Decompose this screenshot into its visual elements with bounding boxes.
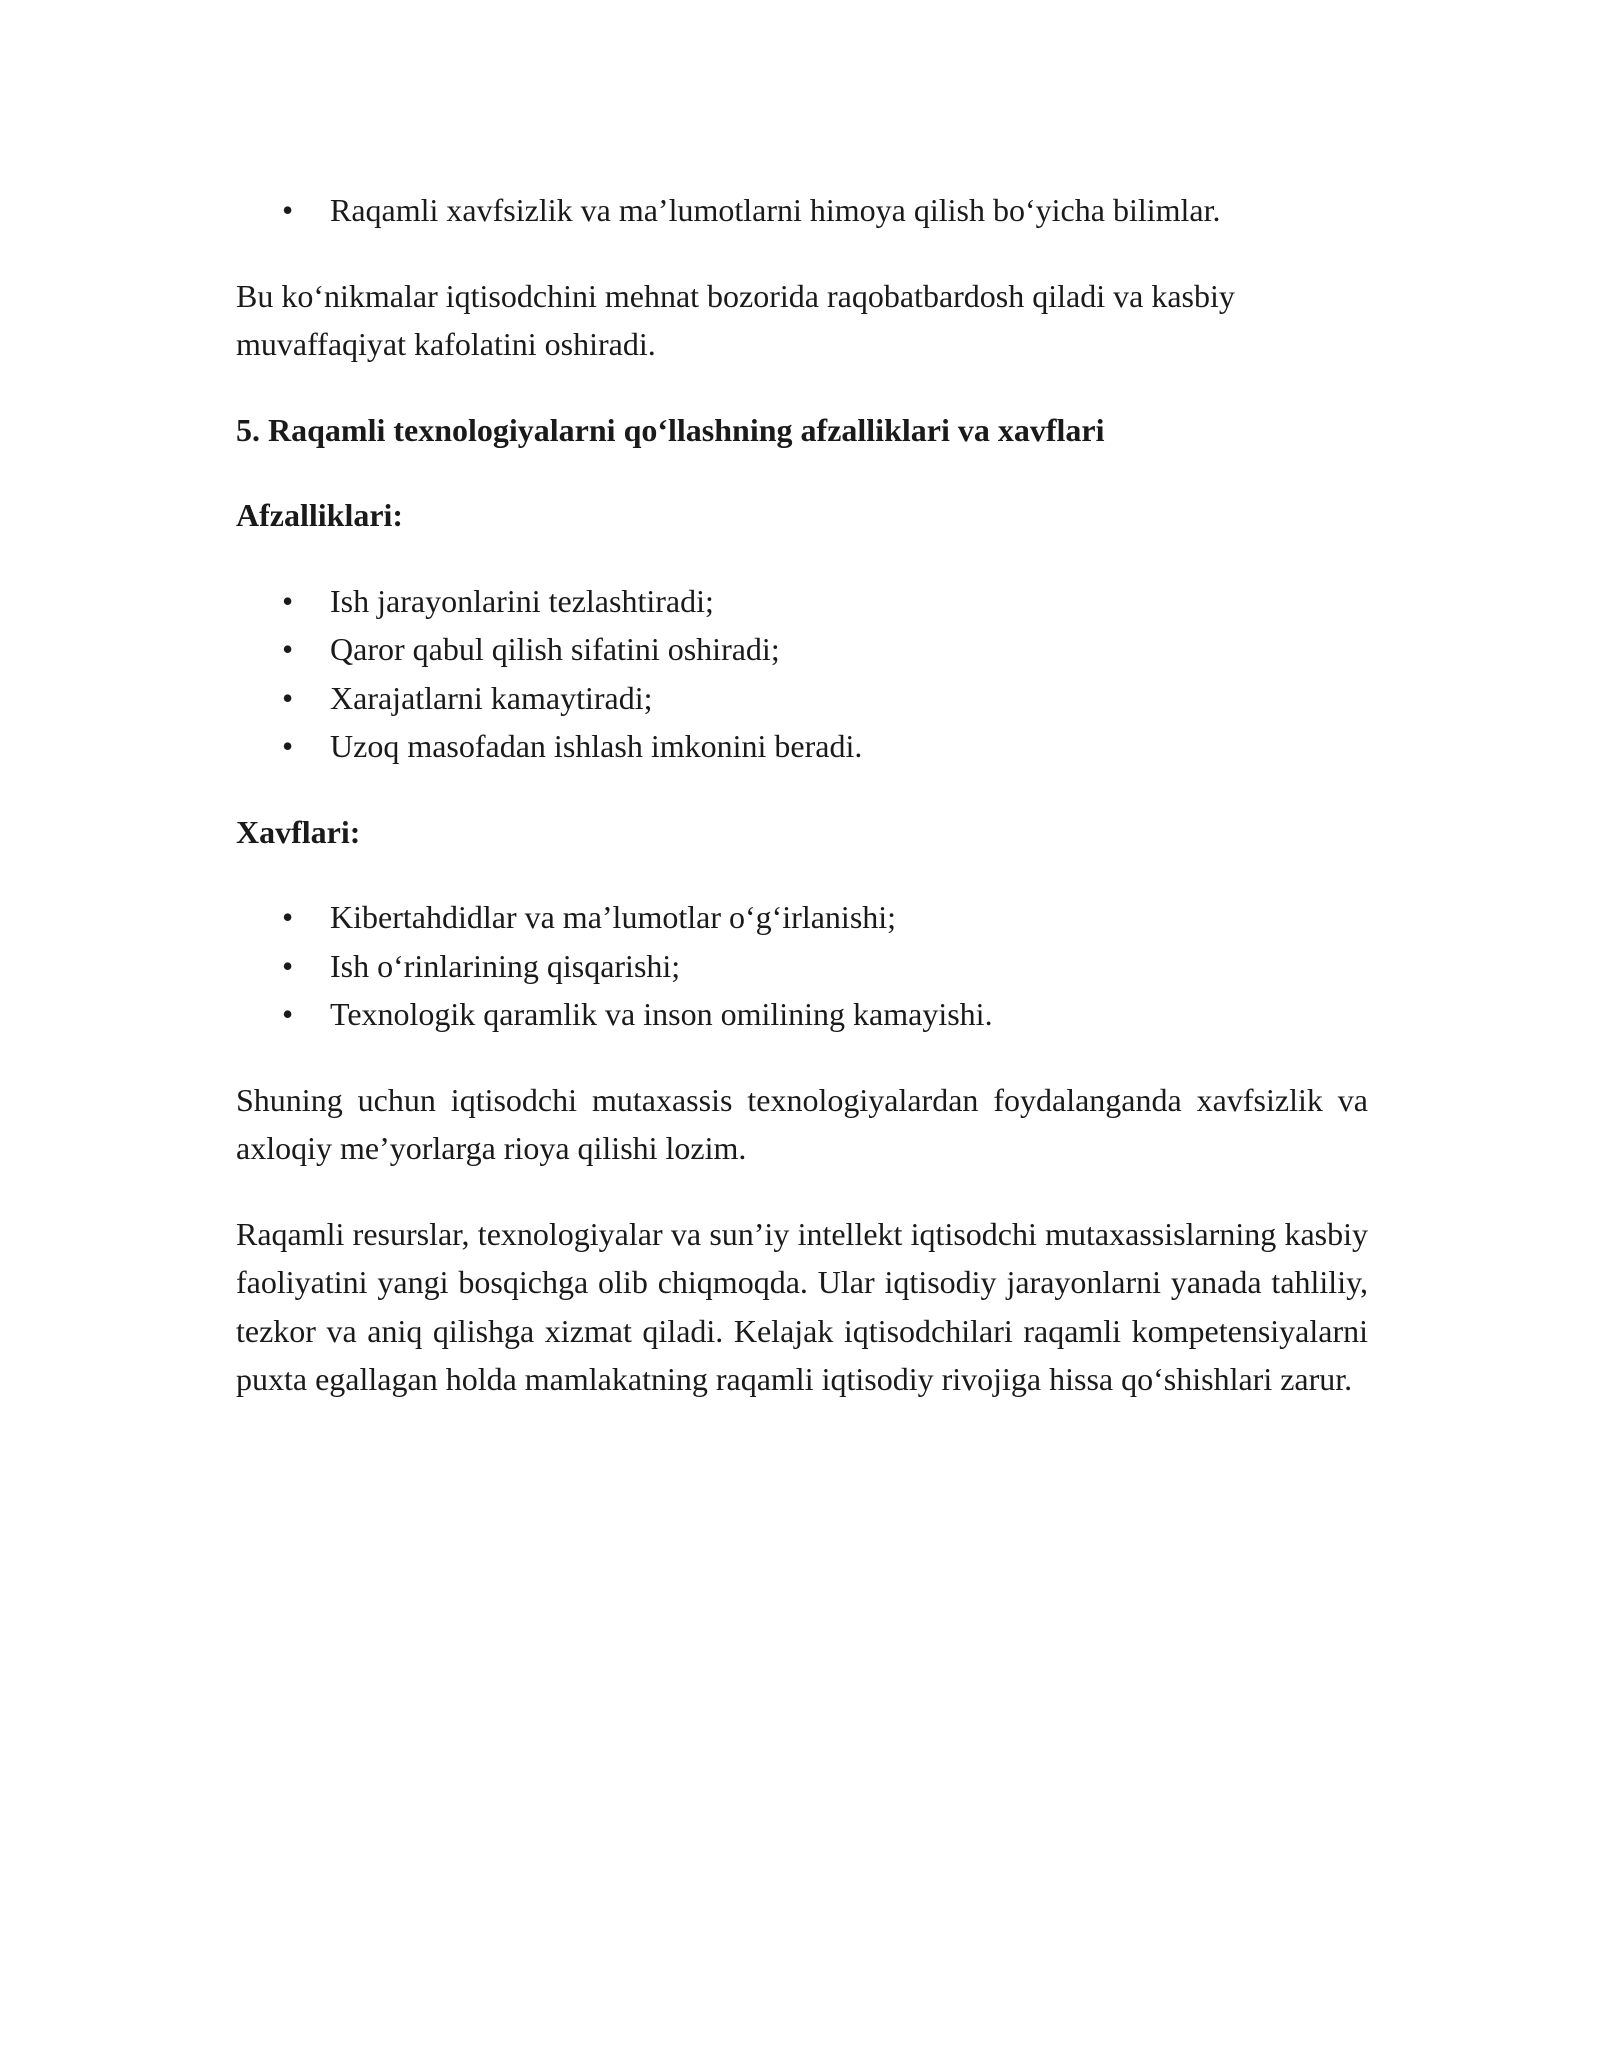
list-item-text: Qaror qabul qilish sifatini oshiradi; xyxy=(330,631,780,667)
list-item-text: Kibertahdidlar va ma’lumotlar o‘g‘irlanishi; xyxy=(330,899,897,935)
list-item-text: Xarajatlarni kamaytiradi; xyxy=(330,679,653,716)
top-bullet-list xyxy=(236,186,1368,235)
advantages-list xyxy=(236,577,1368,771)
list-item xyxy=(236,990,1368,1039)
bullet-icon: • xyxy=(282,679,294,716)
list-item xyxy=(236,674,1368,723)
document-page xyxy=(236,186,1368,1404)
risks-heading: Xavflari: xyxy=(236,813,361,850)
paragraph-conclusion: Raqamli resurslar, texnologiyalar va sun’iy intellekt iqtisodchi mutaxassislarning kasbiy faoliyatini yangi bosqichga olib chiqmoqda. Ular iqtisodiy jarayonlarni yanada tahliliy, tezkor va aniq qilishga xizmat qiladi. Kelajak iqtisodchilari raqamli kompetensiyalarni puxta egallagan holda mamlakatning raqamli iqtisodiy rivojiga hissa qo‘shishlari zarur. xyxy=(236,1215,1368,1397)
paragraph-skills-summary: Bu ko‘nikmalar iqtisodchini mehnat bozorida raqobatbardosh qiladi va kasbiy muvaffaqiyat kafolatini oshiradi. xyxy=(236,277,1235,362)
list-item-text: Raqamli xavfsizlik va ma’lumotlarni himoya qilish bo‘yicha bilimlar. xyxy=(330,192,1221,228)
list-item-text: Ish o‘rinlarining qisqarishi; xyxy=(330,947,681,984)
bullet-icon: • xyxy=(282,192,294,228)
bullet-icon: • xyxy=(282,947,294,984)
list-item-text: Ish jarayonlarini tezlashtiradi; xyxy=(330,582,714,619)
bullet-icon: • xyxy=(282,899,294,935)
risks-list xyxy=(236,893,1368,1039)
bullet-icon: • xyxy=(282,996,294,1032)
advantages-heading: Afzalliklari: xyxy=(236,497,404,533)
bullet-icon: • xyxy=(282,631,294,667)
paragraph-safety-note: Shuning uchun iqtisodchi mutaxassis texnologiyalardan foydalanganda xavfsizlik va axloqiy me’yorlarga rioya qilishi lozim. xyxy=(236,1081,1368,1166)
list-item-text: Uzoq masofadan ishlash imkonini beradi. xyxy=(330,728,863,764)
list-item xyxy=(236,722,1368,771)
list-item-text: Texnologik qaramlik va inson omilining kamayishi. xyxy=(330,996,993,1032)
list-item xyxy=(236,893,1368,942)
list-item xyxy=(236,942,1368,991)
list-item xyxy=(236,625,1368,674)
bullet-icon: • xyxy=(282,582,294,619)
section-heading: 5. Raqamli texnologiyalarni qo‘llashning afzalliklari va xavflari xyxy=(236,411,1105,448)
list-item xyxy=(236,577,1368,626)
list-item xyxy=(236,186,1368,235)
bullet-icon: • xyxy=(282,728,294,764)
